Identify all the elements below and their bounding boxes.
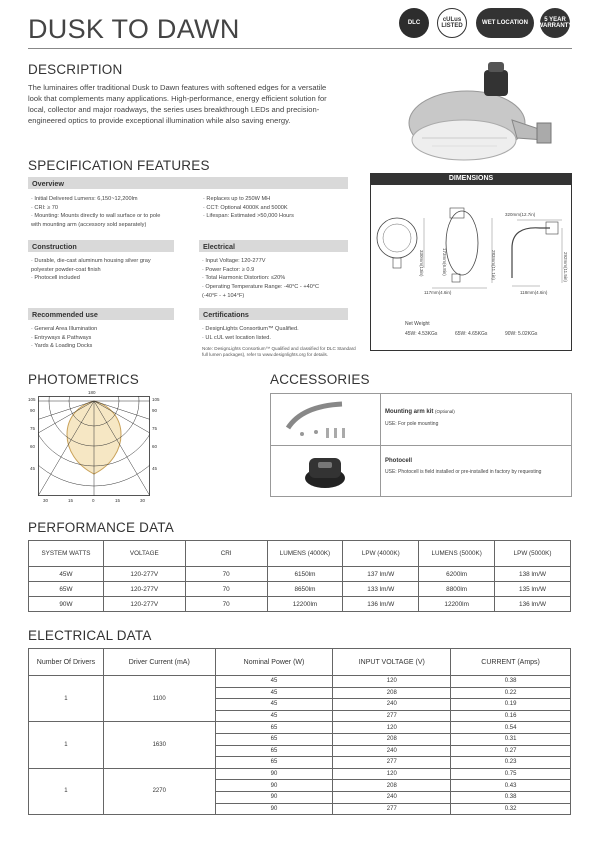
construction-list — [31, 257, 176, 283]
table-cell: 0.27 — [451, 745, 571, 757]
table-cell: 240 — [333, 745, 451, 757]
column-header: VOLTAGE — [103, 541, 185, 567]
list-item: · UL cUL wet location listed. — [202, 334, 271, 341]
dimensions-heading: DIMENSIONS — [370, 173, 572, 185]
table-cell: 137 lm/W — [343, 567, 419, 582]
angle-label: 90 — [152, 408, 158, 413]
table-cell: 208 — [333, 780, 451, 792]
electrical-list — [202, 257, 348, 300]
dim-label: 330mm(13in) — [419, 250, 424, 277]
photometrics-heading: PHOTOMETRICS — [28, 372, 139, 387]
table-cell: 0.38 — [451, 676, 571, 688]
accessory-use: USE: Photocell is field installed or pre-installed in factory by requesting — [385, 469, 542, 475]
table-row — [29, 582, 571, 597]
table-cell: 120-277V — [103, 597, 185, 612]
column-header: CURRENT (Amps) — [451, 649, 571, 676]
table-cell: 12200lm — [419, 597, 495, 612]
list-item: · Replaces up to 250W MH — [203, 196, 271, 202]
wet-location-icon: WET LOCATION — [476, 8, 534, 38]
table-row — [29, 597, 571, 612]
list-item: (-40°F - + 104°F) — [202, 292, 245, 299]
performance-table — [28, 540, 571, 612]
list-item: · Total Harmonic Distortion: ≤20% — [202, 275, 286, 282]
table-cell: 120-277V — [103, 582, 185, 597]
table-cell: 12200lm — [267, 597, 343, 612]
dim-label: 118mm(4.6in) — [520, 290, 548, 295]
angle-label: 105 — [28, 397, 36, 402]
performance-heading: PERFORMANCE DATA — [28, 520, 174, 535]
angle-label: 90 — [30, 408, 36, 413]
table-cell: 65 — [215, 722, 333, 734]
photocell-image — [300, 450, 350, 492]
column-header: CRI — [185, 541, 267, 567]
table-cell: 138 lm/W — [495, 567, 571, 582]
table-cell: 90W — [29, 597, 104, 612]
weight-45w: 45W: 4.53KGs — [405, 331, 438, 337]
table-cell: 0.31 — [451, 733, 571, 745]
table-cell: 1 — [29, 676, 104, 722]
dim-label: 283mm(11.1in) — [491, 250, 496, 280]
table-row — [29, 768, 571, 780]
table-cell: 90 — [215, 780, 333, 792]
table-cell: 90 — [215, 791, 333, 803]
table-row — [29, 676, 571, 688]
table-cell: 240 — [333, 791, 451, 803]
table-cell: 208 — [333, 733, 451, 745]
mounting-arm-image — [282, 398, 372, 442]
list-item: · Photocell included — [31, 275, 80, 282]
description-body: The luminaires offer traditional Dusk to Dawn features with softened edges for a versatile look that complements many applications. High-performance, energy efficient solution for local, collector and major roadways, the series uses breakthrough LEDs and precision-engineered optics to provide exceptional illumination while also saving energy. — [28, 83, 327, 125]
scale-label: 15 — [115, 498, 121, 503]
table-cell: 120 — [333, 676, 451, 688]
angle-label: 60 — [30, 444, 36, 449]
polar-top-label: 180 — [88, 390, 96, 395]
table-header-row — [29, 541, 571, 567]
list-item: · Initial Delivered Lumens: 6,150~12,200lm — [31, 196, 138, 202]
table-cell: 2270 — [103, 768, 215, 814]
list-item: polyester powder-coat finish — [31, 266, 101, 273]
table-cell: 65 — [215, 757, 333, 769]
net-weight-label: Net Weight — [405, 321, 430, 327]
table-cell: 8800lm — [419, 582, 495, 597]
table-cell: 1 — [29, 722, 104, 768]
title-divider — [28, 48, 572, 49]
column-header: Number Of Drivers — [29, 649, 104, 676]
table-row — [29, 722, 571, 734]
table-row — [29, 567, 571, 582]
table-cell: 65 — [215, 745, 333, 757]
table-header-row — [29, 649, 571, 676]
table-cell: 120-277V — [103, 567, 185, 582]
accessory-name-text: Mounting arm kit — [385, 409, 434, 415]
table-cell: 70 — [185, 597, 267, 612]
table-cell: 90 — [215, 803, 333, 815]
column-header: Driver Current (mA) — [103, 649, 215, 676]
construction-bar: Construction — [28, 240, 174, 252]
column-header: Nominal Power (W) — [215, 649, 333, 676]
table-cell: 70 — [185, 582, 267, 597]
ul-listed-icon: cULus LISTED — [437, 8, 467, 38]
angle-label: 105 — [152, 397, 160, 402]
weight-65w: 65W: 4.65KGs — [455, 331, 488, 337]
table-cell: 65 — [215, 733, 333, 745]
table-cell: 1100 — [103, 676, 215, 722]
table-cell: 135 lm/W — [495, 582, 571, 597]
table-cell: 0.19 — [451, 699, 571, 711]
list-item: · Mounting: Mounts directly to wall surface or to pole — [31, 213, 161, 220]
dlc-cert-icon: DLC — [399, 8, 429, 38]
angle-label: 75 — [30, 426, 36, 431]
table-cell: 136 lm/W — [343, 597, 419, 612]
dim-label: 292mm(11.5in) — [563, 252, 568, 282]
column-header: LUMENS (5000K) — [419, 541, 495, 567]
table-cell: 277 — [333, 757, 451, 769]
table-cell: 45 — [215, 699, 333, 711]
accessories-row-divider — [270, 445, 572, 446]
list-item: · CRI: ≥ 70 — [31, 204, 59, 211]
dim-label: 117mm(4.6in) — [424, 290, 452, 295]
scale-label: 30 — [140, 498, 146, 503]
angle-label: 60 — [152, 444, 158, 449]
table-cell: 277 — [333, 803, 451, 815]
list-item: · Lifespan: Estimated >50,000 Hours — [203, 213, 294, 220]
column-header: LPW (5000K) — [495, 541, 571, 567]
angle-label: 45 — [152, 466, 158, 471]
table-cell: 0.43 — [451, 780, 571, 792]
accessory-name: Photocell — [385, 458, 413, 464]
page-title: DUSK TO DAWN — [28, 14, 240, 44]
accessory-name — [385, 409, 455, 415]
product-image — [392, 58, 572, 168]
table-cell: 208 — [333, 687, 451, 699]
recommended-bar: Recommended use — [28, 308, 174, 320]
table-cell: 133 lm/W — [343, 582, 419, 597]
table-cell: 1630 — [103, 722, 215, 768]
table-cell: 45 — [215, 710, 333, 722]
cert-note: Note: DesignLights Consortium™ Qualified and classified for DLC Standard full lumen packages), refer to www.designlights.org for details. — [202, 346, 356, 358]
accessory-tag: (Optional) — [435, 409, 455, 414]
table-cell: 45 — [215, 676, 333, 688]
table-cell: 6200lm — [419, 567, 495, 582]
recommended-list — [31, 325, 176, 351]
table-cell: 277 — [333, 710, 451, 722]
overview-left-list — [31, 195, 201, 230]
column-header: LUMENS (4000K) — [267, 541, 343, 567]
table-cell: 240 — [333, 699, 451, 711]
column-header: INPUT VOLTAGE (V) — [333, 649, 451, 676]
weight-90w: 90W: 5.02KGs — [505, 331, 538, 337]
spec-heading: SPECIFICATION FEATURES — [28, 158, 210, 173]
table-cell: 1 — [29, 768, 104, 814]
table-cell: 65W — [29, 582, 104, 597]
certifications-list — [202, 325, 348, 342]
table-cell: 0.16 — [451, 710, 571, 722]
warranty-icon: 5 YEAR WARRANTY — [540, 8, 570, 38]
table-cell: 120 — [333, 722, 451, 734]
angle-label: 45 — [30, 466, 36, 471]
dim-label: 320mm(12.7in) — [505, 212, 536, 217]
electrical-table — [28, 648, 571, 815]
list-item: · Input Voltage: 120-277V — [202, 258, 266, 264]
polar-plot — [38, 396, 150, 496]
table-cell: 8650lm — [267, 582, 343, 597]
description-heading: DESCRIPTION — [28, 62, 123, 77]
table-cell: 6150lm — [267, 567, 343, 582]
table-cell: 70 — [185, 567, 267, 582]
accessories-heading: ACCESSORIES — [270, 372, 370, 387]
list-item: · General Area Illumination — [31, 326, 98, 332]
scale-label: 0 — [92, 498, 95, 503]
list-item: with mounting arm (accessory sold separately) — [31, 221, 147, 228]
overview-bar: Overview — [28, 177, 348, 189]
list-item: · Durable, die-cast aluminum housing silver gray — [31, 258, 151, 264]
table-cell: 0.38 — [451, 791, 571, 803]
table-cell: 0.23 — [451, 757, 571, 769]
scale-label: 30 — [43, 498, 49, 503]
scale-label: 15 — [68, 498, 74, 503]
list-item: · Yards & Loading Docks — [31, 343, 93, 350]
table-cell: 120 — [333, 768, 451, 780]
list-item: · Entryways & Pathways — [31, 334, 92, 341]
column-header: LPW (4000K) — [343, 541, 419, 567]
table-cell: 0.22 — [451, 687, 571, 699]
electrical-bar: Electrical — [199, 240, 348, 252]
accessory-use: USE: For pole mounting — [385, 421, 439, 427]
table-cell: 136 lm/W — [495, 597, 571, 612]
list-item: · DesignLights Consortium™ Qualified. — [202, 326, 299, 332]
overview-right-list — [203, 195, 348, 221]
list-item: · Operating Temperature Range: -40°C - +40°C — [202, 283, 320, 290]
list-item: · CCT: Optional 4000K and 5000K — [203, 204, 288, 211]
list-item: · Power Factor: ≥ 0.9 — [202, 266, 255, 273]
angle-label: 75 — [152, 426, 158, 431]
table-cell: 0.75 — [451, 768, 571, 780]
table-cell: 0.32 — [451, 803, 571, 815]
column-header: SYSTEM WATTS — [29, 541, 104, 567]
table-cell: 0.54 — [451, 722, 571, 734]
table-cell: 45 — [215, 687, 333, 699]
dim-label: 173mm(6.8in) — [442, 248, 447, 276]
table-cell: 90 — [215, 768, 333, 780]
electrical-heading: ELECTRICAL DATA — [28, 628, 152, 643]
table-cell: 45W — [29, 567, 104, 582]
certifications-bar: Certifications — [199, 308, 348, 320]
